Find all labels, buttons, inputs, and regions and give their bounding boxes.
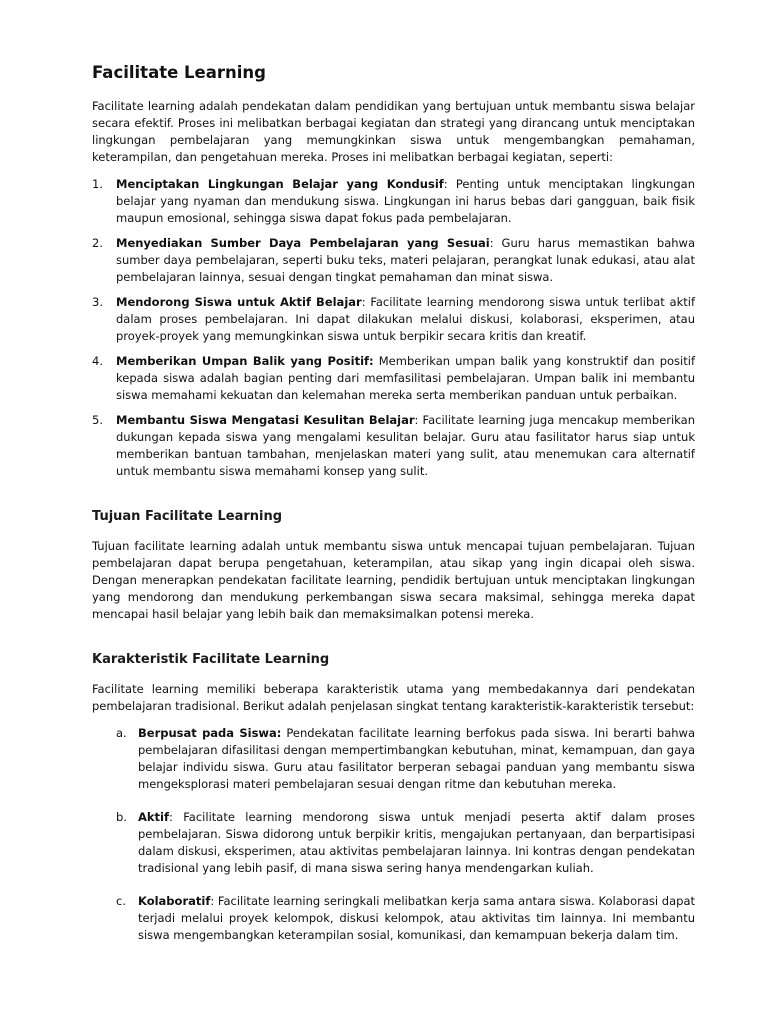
- intro-paragraph: Facilitate learning adalah pendekatan dalam pendidikan yang bertujuan untuk membantu siswa belajar secara efektif. Proses ini melibatkan berbagai kegiatan dan strategi yang dirancang untuk menciptakan lingkungan pembelajaran yang memungkinkan siswa untuk mengembangkan pemahaman, keterampilan, dan pengetahuan mereka. Proses ini melibatkan berbagai kegiatan, seperti:: [92, 99, 695, 164]
- characteristics-heading: Karakteristik Facilitate Learning: [92, 652, 330, 667]
- activity-separator: :: [414, 413, 419, 427]
- list-number: 2.: [92, 236, 103, 250]
- activity-term: Membantu Siswa Mengatasi Kesulitan Belajar: [116, 413, 415, 427]
- activity-text: Penting untuk menciptakan lingkungan belajar yang nyaman dan mendukung siswa. Lingkungan ini harus bebas dari gangguan, baik fisik maupun emosional, sehingga siswa dapat fokus pada pembelajaran.: [116, 177, 695, 225]
- list-letter: b.: [116, 810, 127, 824]
- characteristics-list: [92, 725, 695, 944]
- document-content: [92, 62, 695, 960]
- activity-item: [92, 294, 695, 345]
- activity-text: Facilitate learning juga mencakup memberikan dukungan kepada siswa yang mengalami kesulitan belajar. Guru atau fasilitator harus siap untuk memberikan bantuan tambahan, menjelaskan materi yang sulit, atau menemukan cara alternatif untuk membantu siswa memahami konsep yang sulit.: [116, 413, 695, 478]
- characteristic-term: Berpusat pada Siswa:: [138, 726, 282, 740]
- activity-term: Menyediakan Sumber Daya Pembelajaran yang Sesuai: [116, 236, 490, 250]
- characteristic-item: [92, 893, 695, 944]
- list-number: 1.: [92, 177, 103, 191]
- list-letter: a.: [116, 726, 127, 740]
- activity-item: [92, 412, 695, 480]
- goals-section: [92, 508, 695, 623]
- activity-item: [92, 353, 695, 404]
- activity-text: Facilitate learning mendorong siswa untuk terlibat aktif dalam proses pembelajaran. Ini dapat dilakukan melalui diskusi, kolaborasi, eksperimen, atau proyek-proyek yang memungkinkan siswa untuk berpikir secara kritis dan kreatif.: [116, 295, 695, 343]
- activity-separator: :: [489, 236, 494, 250]
- characteristic-term: Kolaboratif: [138, 894, 211, 908]
- list-number: 3.: [92, 295, 103, 309]
- document-title: Facilitate Learning: [92, 63, 266, 82]
- activity-term: Menciptakan Lingkungan Belajar yang Kondusif: [116, 177, 444, 191]
- activities-list: [92, 176, 695, 480]
- characteristics-section: [92, 651, 695, 944]
- activity-text: Guru harus memastikan bahwa sumber daya pembelajaran, seperti buku teks, materi pelajaran, perangkat lunak edukasi, atau alat pembelajaran lainnya, sesuai dengan tingkat pemahaman dan minat siswa.: [116, 236, 695, 284]
- characteristic-text: Pendekatan facilitate learning berfokus pada siswa. Ini berarti bahwa pembelajaran difasilitasi dengan mempertimbangkan kebutuhan, minat, kemampuan, dan gaya belajar individu siswa. Guru atau fasilitator berperan sebagai panduan yang membantu siswa mengeksplorasi materi pembelajaran sesuai dengan ritme dan kebutuhan mereka.: [138, 726, 695, 791]
- activity-term: Memberikan Umpan Balik yang Positif:: [116, 354, 374, 368]
- characteristic-item: [92, 725, 695, 793]
- characteristic-text: : Facilitate learning seringkali melibatkan kerja sama antara siswa. Kolaborasi dapat terjadi melalui proyek kelompok, diskusi kelompok, atau aktivitas tim lainnya. Ini membantu siswa mengembangkan keterampilan sosial, komunikasi, dan kemampuan bekerja dalam tim.: [138, 894, 695, 942]
- activity-separator: :: [361, 295, 366, 309]
- characteristic-text: : Facilitate learning mendorong siswa untuk menjadi peserta aktif dalam proses pembelajaran. Siswa didorong untuk berpikir kritis, mengajukan pertanyaan, dan berpartisipasi dalam diskusi, eksperimen, atau aktivitas pembelajaran lainnya. Ini kontras dengan pendekatan tradisional yang lebih pasif, di mana siswa sering hanya mendengarkan kuliah.: [138, 810, 695, 875]
- list-number: 4.: [92, 354, 103, 368]
- activity-item: [92, 176, 695, 227]
- activity-term: Mendorong Siswa untuk Aktif Belajar: [116, 295, 362, 309]
- list-letter: c.: [116, 894, 126, 908]
- activity-separator: :: [443, 177, 448, 191]
- activity-item: [92, 235, 695, 286]
- characteristic-term: Aktif: [138, 810, 169, 824]
- list-number: 5.: [92, 413, 103, 427]
- goals-paragraph: Tujuan facilitate learning adalah untuk membantu siswa untuk mencapai tujuan pembelajaran. Tujuan pembelajaran dapat berupa pengetahuan, keterampilan, atau sikap yang ingin dicapai oleh siswa. Dengan menerapkan pendekatan facilitate learning, pendidik bertujuan untuk menciptakan lingkungan yang mendorong dan mendukung perkembangan siswa secara maksimal, sehingga mereka dapat mencapai hasil belajar yang lebih baik dan memaksimalkan potensi mereka.: [92, 539, 695, 621]
- activity-text: Memberikan umpan balik yang konstruktif dan positif kepada siswa adalah bagian penting dari memfasilitasi pembelajaran. Umpan balik ini membantu siswa memahami kekuatan dan kelemahan mereka serta memberikan panduan untuk perbaikan.: [116, 354, 695, 402]
- characteristic-item: [92, 809, 695, 877]
- characteristics-intro: Facilitate learning memiliki beberapa karakteristik utama yang membedakannya dari pendekatan pembelajaran tradisional. Berikut adalah penjelasan singkat tentang karakteristik-karakteristik tersebut:: [92, 682, 695, 713]
- goals-heading: Tujuan Facilitate Learning: [92, 509, 283, 524]
